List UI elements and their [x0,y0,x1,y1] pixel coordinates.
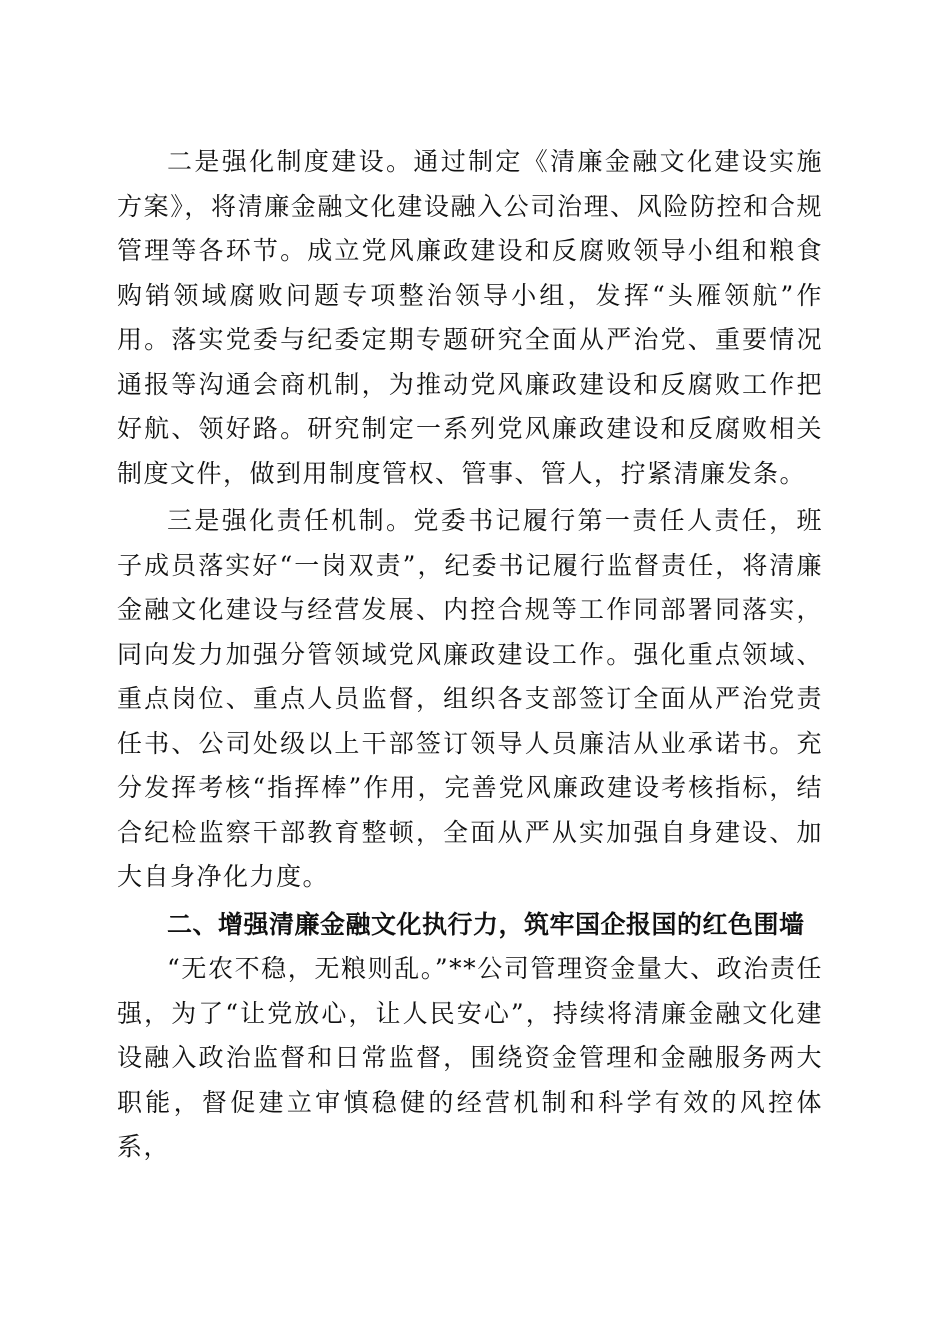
document-body [117,140,823,1170]
paragraph-responsibility-mechanism [117,499,823,900]
paragraph-lead: 二是强化制度建设。 [167,147,414,176]
paragraph-lead: 三是强化责任机制。 [167,506,414,535]
paragraph-text: 党委书记履行第一责任人责任，班子成员落实好“一岗双责”，纪委书记履行监督责任，将清廉金融文化建设与经营发展、内控合规等工作同部署同落实，同向发力加强分管领域党风廉政建设工作。强化重点领域、重点岗位、重点人员监督，组织各支部签订全面从严治党责任书、公司处级以上干部签订领导人员廉洁从业承诺书。充分发挥考核“指挥棒”作用，完善党风廉政建设考核指标，结合纪检监察干部教育整顿，全面从严从实加强自身建设、加大自身净化力度。 [117,506,823,891]
section-heading: 二、增强清廉金融文化执行力，筑牢国企报国的红色围墙 [167,909,805,939]
paragraph-execution: “无农不稳，无粮则乱。”**公司管理资金量大、政治责任强，为了“让党放心，让人民安心”，持续将清廉金融文化建设融入政治监督和日常监督，围绕资金管理和金融服务两大职能，督促建立审慎稳健的经营机制和科学有效的风控体系， [117,954,823,1161]
paragraph-institution-building [117,140,823,496]
paragraph-text: 通过制定《清廉金融文化建设实施方案》，将清廉金融文化建设融入公司治理、风险防控和合规管理等各环节。成立党风廉政建设和反腐败领导小组和粮食购销领域腐败问题专项整治领导小组，发挥“头雁领航”作用。落实党委与纪委定期专题研究全面从严治党、重要情况通报等沟通会商机制，为推动党风廉政建设和反腐败工作把好航、领好路。研究制定一系列党风廉政建设和反腐败相关制度文件，做到用制度管权、管事、管人，拧紧清廉发条。 [117,147,823,488]
